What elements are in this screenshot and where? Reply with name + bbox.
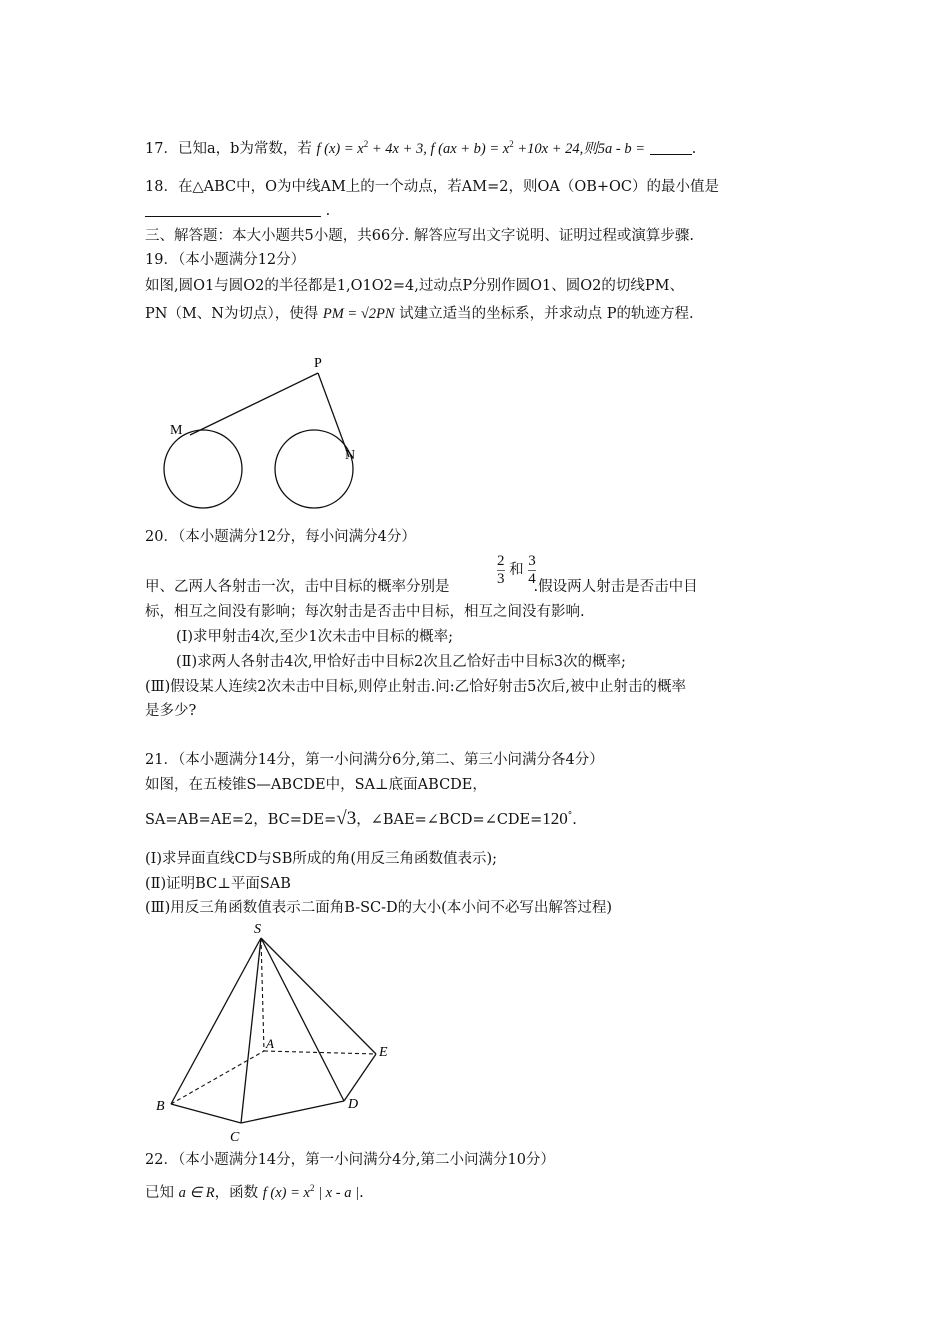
q21-pyramid-figure [150,918,400,1148]
q21-line2-mid: ，∠BAE=∠BCD=∠CDE= [356,812,543,828]
label-n: N [345,448,356,463]
question-17 [145,134,696,159]
q19-line1: 如图,圆O1与圆O2的半径都是1,O1O2=4,过动点P分别作圆O1、圆O2的切线PM、 [145,278,684,294]
angle-120: 120 [542,809,568,828]
label-p: P [314,356,322,371]
q20-line1 [145,577,698,597]
q18-answer-line [145,201,330,221]
q22-line1 [145,1178,364,1203]
q20-line2: 标，相互之间没有影响；每次射击是否击中目标，相互之间没有影响. [145,604,585,620]
q21-part3: (Ⅲ)用反三角函数值表示二面角B-SC-D的大小(本小问不必写出解答过程) [145,900,612,916]
q19-line2 [145,304,694,324]
edge-sa [261,938,264,1051]
fraction-3-4: $\frac{3}{4}$ [528,553,536,587]
section-3-heading: 三、解答题：本大小题共5小题，共66分. 解答应写出文字说明、证明过程或演算步骤. [145,228,695,244]
q20-header: 20．（本小题满分12分，每小问满分4分） [145,529,416,545]
label-b: B [156,1099,165,1114]
q22-function: f $(x) = x^2$ | x - a | [262,1183,360,1201]
q22-header: 22．（本小题满分14分，第一小问满分4分,第二小问满分10分） [145,1152,555,1168]
degree-symbol: ° [567,811,573,821]
edge-de [344,1054,376,1101]
q18-answer-blank [145,216,321,217]
q22-mid: ，函数 [214,1185,259,1201]
q21-header: 21．（本小题满分14分，第一小问满分6分,第二、第三小问满分各4分） [145,752,604,768]
q20-line1-post: .假设两人射击是否击中目 [533,579,698,595]
q22-end: . [359,1185,364,1201]
edge-se [261,938,376,1054]
q17-end: . [691,141,697,157]
label-c: C [230,1130,240,1145]
q19-line2-pre: PN（M、N为切点），使得 [145,306,319,322]
sqrt-3: √3 [336,808,357,829]
q20-part3-cont: 是多少? [145,703,197,719]
q21-line1: 如图，在五棱锥S—ABCDE中，SA⊥底面ABCDE， [145,777,487,793]
edge-sc [241,938,261,1123]
q20-part2: (Ⅱ)求两人各射击4次,甲恰好击中目标2次且乙恰好击中目标3次的概率; [176,654,626,670]
fraction-2-3: $\frac{2}{3}$ [497,553,505,587]
q21-line2-pre: SA=AB=AE=2，BC=DE= [145,812,337,828]
q19-header: 19．（本小题满分12分） [145,252,306,268]
question-18: 18．在△ABC中，O为中线AM上的一个动点，若AM=2，则OA（OB+OC）的最小值是 [145,179,720,195]
q21-line2 [145,806,577,830]
q19-figure [150,345,390,520]
q21-part1: (Ⅰ)求异面直线CD与SB所成的角(用反三角函数值表示); [145,851,498,867]
edge-sd [261,938,344,1101]
q20-part3: (Ⅲ)假设某人连续2次未击中目标,则停止射击.问:乙恰好射击5次后,被中止射击的概率 [145,679,686,695]
label-d: D [348,1097,359,1112]
label-m: M [170,423,183,438]
q21-line2-end: . [572,812,577,828]
q17-text: 17．已知a，b为常数，若 [145,141,312,157]
q22-pre: 已知 [145,1185,174,1201]
q20-part1: (Ⅰ)求甲射击4次,至少1次未击中目标的概率; [176,629,453,645]
q20-he: 和 [509,562,524,578]
q17-formula-f1: f $(x) = x^2 + 4x + 3$, f $(ax + b) = x^2 +10x + 24$, [316,139,584,157]
tangent-pn [318,373,349,457]
q20-line1-pre: 甲、乙两人各射击一次，击中目标的概率分别是 [145,579,450,595]
circle-o2 [275,430,356,508]
q17-ask: 则5a - b = [583,141,645,157]
edge-bc [171,1104,241,1123]
q19-line2-post: 试建立适当的坐标系，并求动点 P的轨迹方程. [399,306,694,322]
label-e: E [379,1045,388,1060]
tangent-pm [190,373,318,435]
edge-sb [171,938,261,1104]
q19-formula: PM = √2PN [322,306,395,322]
q17-answer-blank [650,154,692,155]
label-s: S [254,922,261,937]
q21-part2: (Ⅱ)证明BC⊥平面SAB [145,876,291,892]
q22-condition: a ∈ R [178,1185,215,1201]
edge-cd [241,1101,344,1123]
label-a: A [266,1036,274,1051]
q18-end: . [325,203,331,219]
circle-o1 [164,430,242,508]
